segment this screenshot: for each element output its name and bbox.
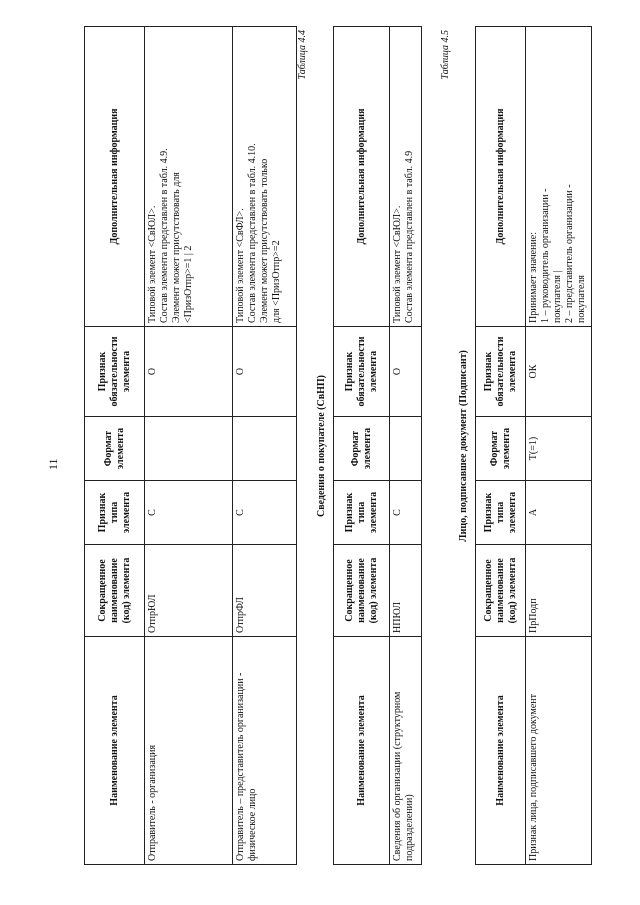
info-line: Элемент может присутствовать только (259, 158, 270, 323)
header-element-format: Формат элемента (334, 417, 390, 481)
header-element-code: Сокращенное наименование (код) элемента (334, 545, 390, 637)
table-header-row (334, 27, 390, 865)
info-line: Состав элемента представлен в табл. 4.9 (404, 150, 415, 323)
header-element-type: Признак типа элемента (476, 481, 526, 545)
cell-code: ПрПодп (526, 545, 592, 637)
header-element-format: Формат элемента (476, 417, 526, 481)
cell-type: С (390, 481, 422, 545)
info-line: 2 – представитель организации - (564, 184, 575, 323)
section-title: Лицо, подписавшее документ (Подписант) (458, 350, 469, 542)
cell-format (390, 417, 422, 481)
info-line: 1 – руководитель организации - (540, 188, 551, 323)
header-element-requirement: Признак обязательности элемента (476, 327, 526, 417)
table-row (390, 27, 422, 865)
info-line: Состав элемента представлен в табл. 4.9. (159, 148, 170, 323)
table-senders (84, 26, 297, 865)
cell-name: Отправитель - организация (145, 637, 233, 865)
section-title: Сведения о покупателе (СвНП) (316, 375, 327, 517)
header-element-name: Наименование элемента (85, 637, 145, 865)
cell-requirement: О (233, 327, 297, 417)
cell-format (233, 417, 297, 481)
cell-info (526, 27, 592, 327)
table-label: Таблица 4.4 (297, 30, 308, 80)
cell-name: Сведения об организации (структурном подразделении) (390, 637, 422, 865)
cell-info (390, 27, 422, 327)
header-element-code: Сокращенное наименование (код) элемента (476, 545, 526, 637)
info-line: Принимает значение: (528, 231, 539, 323)
cell-info (145, 27, 233, 327)
table-row (145, 27, 233, 865)
table-label: Таблица 4.5 (440, 30, 451, 80)
header-element-type: Признак типа элемента (334, 481, 390, 545)
info-line: покупателя | (552, 270, 563, 323)
header-element-requirement: Признак обязательности элемента (85, 327, 145, 417)
cell-name: Признак лица, подписавшего документ (526, 637, 592, 865)
cell-format (145, 417, 233, 481)
info-line: Типовой элемент <СвЮЛ>. (392, 205, 403, 323)
table-header-row (476, 27, 526, 865)
cell-name: Отправитель – представитель организации - физическое лицо (233, 637, 297, 865)
header-additional-info: Дополнительная информация (85, 27, 145, 327)
cell-type: С (145, 481, 233, 545)
cell-info (233, 27, 297, 327)
page-number: 11 (46, 458, 60, 470)
info-line: покупателя (576, 275, 587, 323)
header-element-name: Наименование элемента (476, 637, 526, 865)
cell-format: Т(=1) (526, 417, 592, 481)
table-row (526, 27, 592, 865)
cell-requirement: ОК (526, 327, 592, 417)
info-line: <ПризОтпр>=1 | 2 (183, 245, 194, 323)
info-line: для <ПризОтпр>=2 (271, 240, 282, 323)
cell-code: ОтпрФЛ (233, 545, 297, 637)
header-element-name: Наименование элемента (334, 637, 390, 865)
table-header-row (85, 27, 145, 865)
header-element-requirement: Признак обязательности элемента (334, 327, 390, 417)
cell-type: С (233, 481, 297, 545)
table-row (233, 27, 297, 865)
cell-requirement: О (390, 327, 422, 417)
header-additional-info: Дополнительная информация (334, 27, 390, 327)
info-line: Элемент может присутствовать для (171, 172, 182, 323)
info-line: Типовой элемент <СвФЛ>. (235, 208, 246, 323)
cell-type: А (526, 481, 592, 545)
cell-requirement: О (145, 327, 233, 417)
header-additional-info: Дополнительная информация (476, 27, 526, 327)
header-element-type: Признак типа элемента (85, 481, 145, 545)
cell-code: ОтпрЮЛ (145, 545, 233, 637)
table-signer (475, 26, 592, 865)
table-buyer-info (333, 26, 422, 865)
cell-code: НПЮЛ (390, 545, 422, 637)
info-line: Состав элемента представлен в табл. 4.10. (247, 143, 258, 323)
header-element-code: Сокращенное наименование (код) элемента (85, 545, 145, 637)
header-element-format: Формат элемента (85, 417, 145, 481)
info-line: Типовой элемент <СвЮЛ>. (147, 205, 158, 323)
